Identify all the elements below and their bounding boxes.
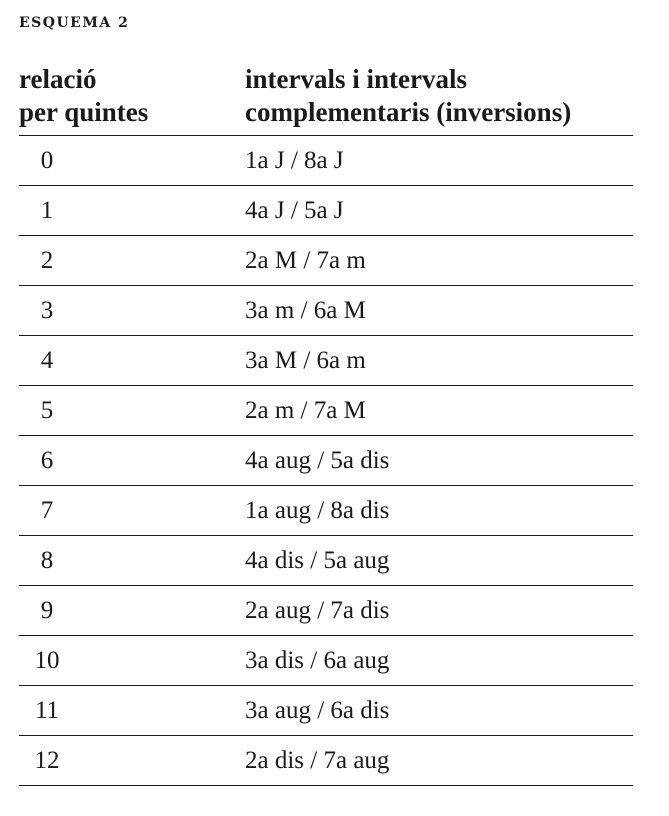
intervals-cell: 2a aug / 7a dis bbox=[245, 597, 390, 624]
header-intervals bbox=[245, 63, 571, 129]
table-header bbox=[19, 63, 633, 135]
fifths-cell: 0 bbox=[40, 147, 54, 174]
intervals-cell: 2a m / 7a M bbox=[245, 397, 366, 424]
table-row bbox=[19, 486, 633, 536]
schema-label: ESQUEMA 2 bbox=[19, 15, 130, 31]
table-body bbox=[19, 136, 633, 786]
intervals-cell: 4a J / 5a J bbox=[245, 197, 344, 224]
intervals-cell: 1a aug / 8a dis bbox=[245, 497, 390, 524]
header-fifths-line2: per quintes bbox=[19, 97, 149, 127]
table-row bbox=[19, 636, 633, 686]
header-intervals-line1: intervals i intervals bbox=[245, 64, 467, 94]
table-row bbox=[19, 336, 633, 386]
fifths-cell: 9 bbox=[40, 597, 54, 624]
fifths-cell: 12 bbox=[34, 747, 60, 774]
intervals-cell: 3a M / 6a m bbox=[245, 347, 366, 374]
fifths-cell: 6 bbox=[40, 447, 54, 474]
intervals-cell: 4a dis / 5a aug bbox=[245, 547, 390, 574]
intervals-cell: 2a dis / 7a aug bbox=[245, 747, 390, 774]
table-row bbox=[19, 586, 633, 636]
fifths-cell: 3 bbox=[40, 297, 54, 324]
fifths-cell: 8 bbox=[40, 547, 54, 574]
intervals-cell: 3a m / 6a M bbox=[245, 297, 366, 324]
fifths-cell: 1 bbox=[40, 197, 54, 224]
table-row bbox=[19, 286, 633, 336]
table-row bbox=[19, 736, 633, 786]
table-row bbox=[19, 686, 633, 736]
header-intervals-line2: complementaris (inversions) bbox=[245, 97, 572, 127]
table-row bbox=[19, 436, 633, 486]
table-row bbox=[19, 186, 633, 236]
header-fifths-line1: relació bbox=[19, 64, 97, 94]
table-row bbox=[19, 386, 633, 436]
table-row bbox=[19, 236, 633, 286]
fifths-cell: 11 bbox=[34, 697, 60, 724]
intervals-cell: 3a dis / 6a aug bbox=[245, 647, 390, 674]
intervals-cell: 1a J / 8a J bbox=[245, 147, 344, 174]
fifths-cell: 5 bbox=[40, 397, 54, 424]
fifths-cell: 10 bbox=[34, 647, 60, 674]
fifths-cell: 4 bbox=[40, 347, 54, 374]
table-row bbox=[19, 536, 633, 586]
header-fifths bbox=[19, 63, 148, 129]
table-row bbox=[19, 136, 633, 186]
fifths-cell: 7 bbox=[40, 497, 54, 524]
intervals-cell: 4a aug / 5a dis bbox=[245, 447, 390, 474]
intervals-cell: 3a aug / 6a dis bbox=[245, 697, 390, 724]
fifths-cell: 2 bbox=[40, 247, 54, 274]
intervals-cell: 2a M / 7a m bbox=[245, 247, 366, 274]
